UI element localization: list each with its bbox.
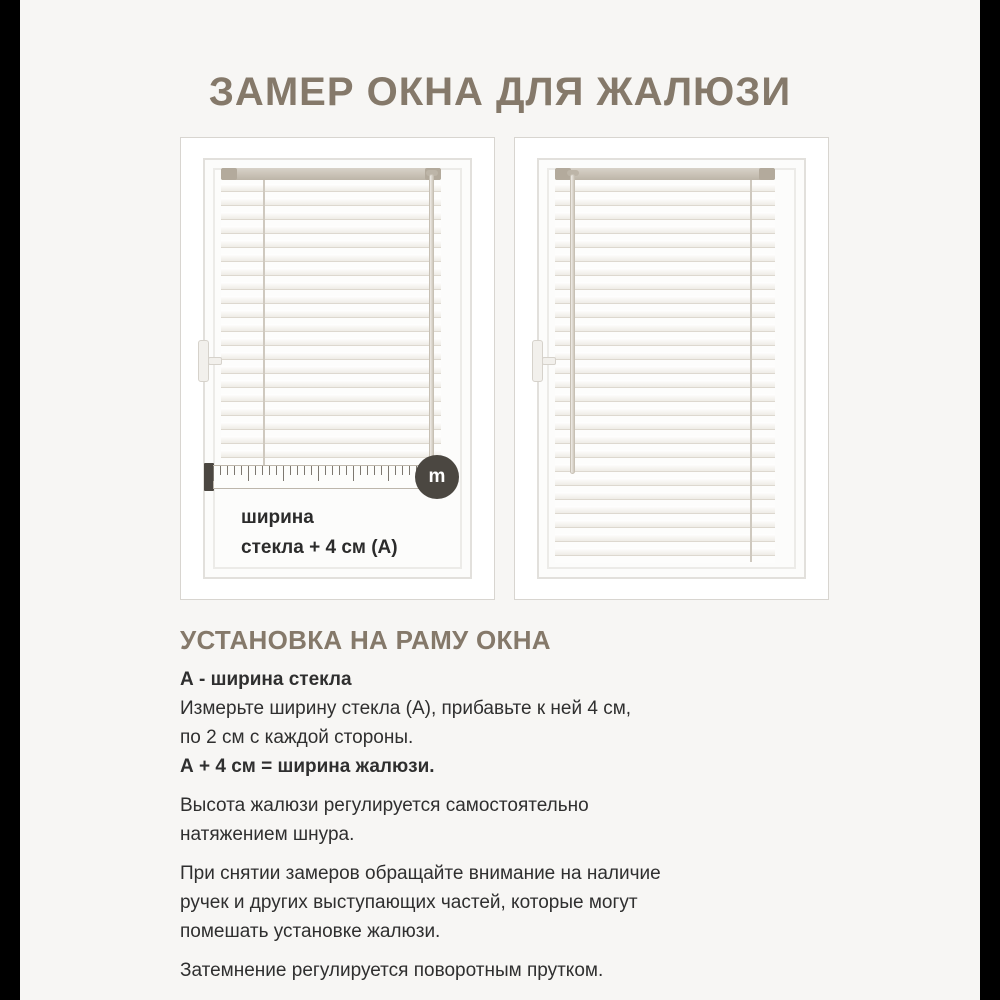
- blind-slat: [221, 212, 441, 220]
- headrail-cap-left: [221, 168, 237, 180]
- instruction-line-c: по 2 см с каждой стороны.: [180, 727, 414, 748]
- blind-slat: [221, 226, 441, 234]
- blind-slat: [555, 212, 775, 220]
- window-handle-left: [198, 340, 209, 382]
- blind-slat: [555, 478, 775, 486]
- instructions-heading: УСТАНОВКА НА РАМУ ОКНА: [180, 625, 551, 655]
- tilt-wand-left: [429, 174, 434, 494]
- blind-slat: [555, 548, 775, 556]
- window-handle-right: [532, 340, 543, 382]
- blind-slat: [555, 436, 775, 444]
- headrail-cap-right: [759, 168, 775, 180]
- tape-case: m: [415, 455, 459, 499]
- blind-slat: [221, 408, 441, 416]
- blind-slat: [555, 338, 775, 346]
- blind-slat: [555, 352, 775, 360]
- blind-slat: [555, 268, 775, 276]
- width-caption: [241, 503, 481, 563]
- blind-left: [221, 168, 441, 483]
- window-illustration-left: [180, 137, 495, 600]
- width-caption-line2: стекла + 4 см (А): [241, 537, 398, 558]
- measuring-tape: [213, 463, 445, 491]
- instruction-line-g: При снятии замеров обращайте внимание на наличие: [180, 863, 661, 884]
- blind-slat: [555, 282, 775, 290]
- blind-slat: [221, 184, 441, 192]
- page-title: ЗАМЕР ОКНА ДЛЯ ЖАЛЮЗИ: [208, 70, 792, 114]
- blind-slat: [555, 380, 775, 388]
- blind-slat: [221, 450, 441, 458]
- blind-headrail-left: [221, 168, 441, 180]
- blind-slat: [555, 534, 775, 542]
- instruction-line-j: Затемнение регулируется поворотным прутком.: [180, 960, 604, 981]
- blind-cord: [263, 180, 265, 480]
- blind-slat: [221, 198, 441, 206]
- instruction-line-h: ручек и других выступающих частей, которые могут: [180, 892, 638, 913]
- poster-sheet: [20, 0, 980, 1000]
- blind-right: [555, 168, 775, 563]
- blind-cord: [750, 180, 752, 562]
- blind-slat: [555, 310, 775, 318]
- blind-slat: [555, 366, 775, 374]
- blind-slat: [555, 296, 775, 304]
- blind-slat: [221, 296, 441, 304]
- blind-slat: [555, 324, 775, 332]
- window-illustration-right: [514, 137, 829, 600]
- blind-slat: [221, 254, 441, 262]
- blind-slat: [221, 394, 441, 402]
- blind-slat: [221, 310, 441, 318]
- blind-slat: [555, 506, 775, 514]
- blind-slat: [555, 394, 775, 402]
- width-caption-line1: ширина: [241, 507, 314, 528]
- blind-slat: [221, 366, 441, 374]
- blind-slat: [555, 240, 775, 248]
- instruction-line-i: помешать установке жалюзи.: [180, 921, 441, 942]
- blind-slat: [221, 240, 441, 248]
- blind-slat: [221, 268, 441, 276]
- blind-slat: [555, 464, 775, 472]
- blind-slat: [555, 492, 775, 500]
- measurement-diagram: [180, 137, 830, 600]
- instruction-line-e: Высота жалюзи регулируется самостоятельно: [180, 795, 589, 816]
- instruction-line-d: А + 4 см = ширина жалюзи.: [180, 756, 435, 777]
- blind-slat: [555, 408, 775, 416]
- blind-slat: [221, 436, 441, 444]
- instructions-block: [180, 625, 880, 986]
- blind-slat: [555, 198, 775, 206]
- instruction-line-f: натяжением шнура.: [180, 824, 355, 845]
- tilt-wand-right: [570, 174, 575, 474]
- instruction-line-b: Измерьте ширину стекла (А), прибавьте к ней 4 см,: [180, 698, 632, 719]
- blind-headrail-right: [555, 168, 775, 180]
- instruction-line-a: А - ширина стекла: [180, 669, 352, 690]
- blind-slat: [221, 282, 441, 290]
- blind-slat: [221, 380, 441, 388]
- blind-slat: [221, 324, 441, 332]
- blind-slat: [221, 338, 441, 346]
- blind-slat: [555, 184, 775, 192]
- blind-slat: [555, 254, 775, 262]
- blind-slat: [555, 450, 775, 458]
- tape-ticks-major: [213, 465, 423, 489]
- blind-slat: [555, 422, 775, 430]
- blind-slat: [555, 226, 775, 234]
- blind-slat: [221, 422, 441, 430]
- blind-slat: [555, 520, 775, 528]
- blind-slat: [221, 352, 441, 360]
